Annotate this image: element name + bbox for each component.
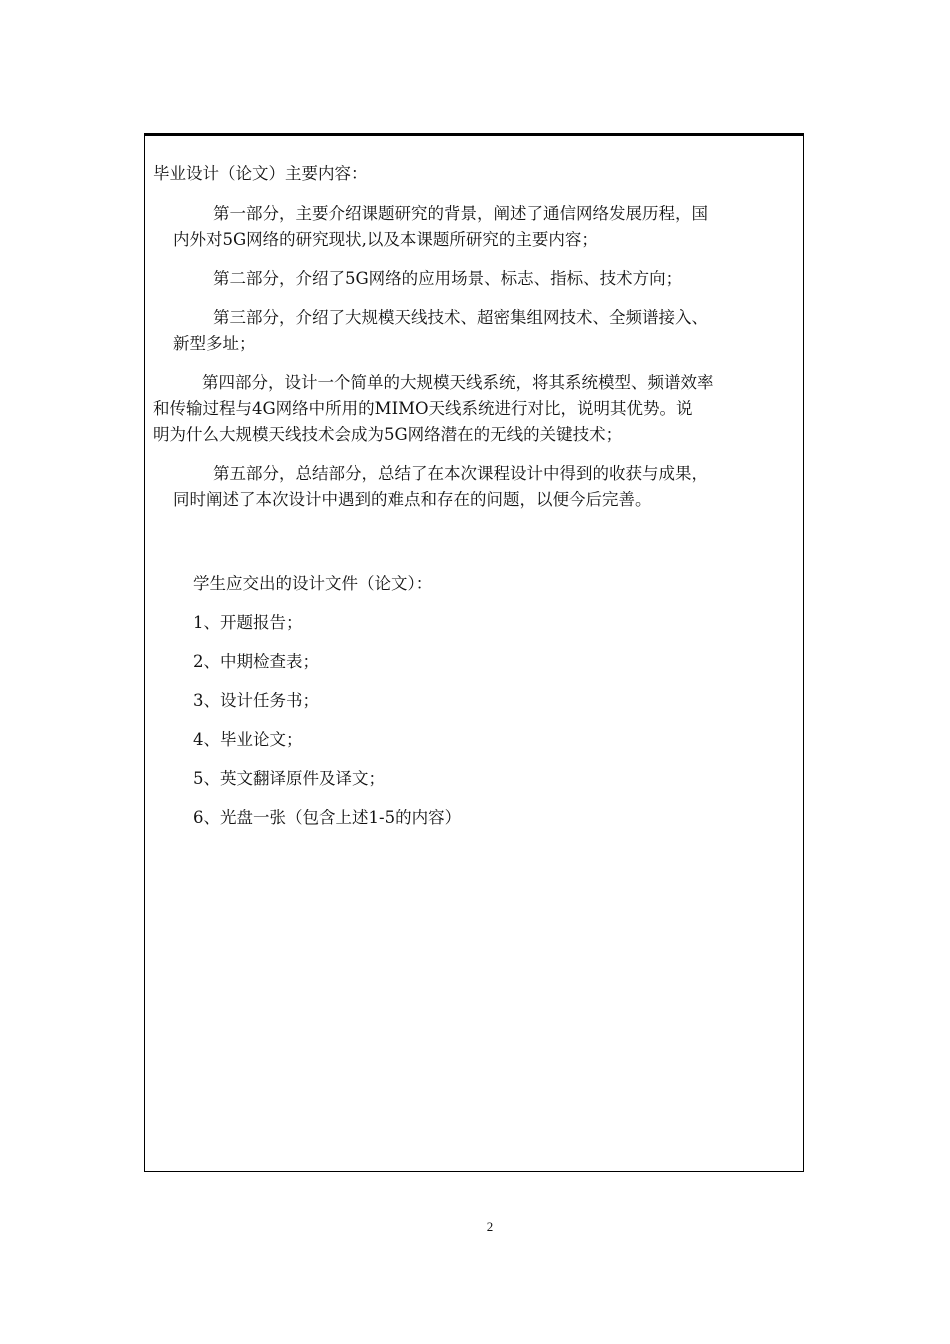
part-4-line-2: 和传输过程与4G网络中所用的MIMO天线系统进行对比，说明其优势。说	[153, 399, 693, 418]
deliverable-item-3: 3、设计任务书；	[193, 691, 319, 710]
part-4-line-1: 第四部分，设计一个简单的大规模天线系统，将其系统模型、频谱效率	[202, 373, 714, 392]
deliverable-item-4: 4、毕业论文；	[193, 730, 303, 749]
page-number: 2	[486, 1219, 494, 1234]
part-1-line-1: 第一部分，主要介绍课题研究的背景，阐述了通信网络发展历程，国	[213, 204, 708, 223]
part-4-line-3: 明为什么大规模天线技术会成为5G网络潜在的无线的关键技术；	[153, 425, 623, 444]
part-1-line-2: 内外对5G网络的研究现状,以及本课题所研究的主要内容；	[173, 230, 598, 249]
section-title: 毕业设计（论文）主要内容：	[153, 164, 368, 183]
part-5-line-1: 第五部分，总结部分，总结了在本次课程设计中得到的收获与成果，	[213, 464, 708, 483]
part-5-line-2: 同时阐述了本次设计中遇到的难点和存在的问题，以便今后完善。	[173, 490, 652, 509]
deliverable-item-6: 6、光盘一张（包含上述1-5的内容）	[193, 808, 462, 827]
deliverable-item-2: 2、中期检查表；	[193, 652, 319, 671]
deliverable-item-5: 5、英文翻译原件及译文；	[193, 769, 385, 788]
deliverables-title: 学生应交出的设计文件（论文）：	[193, 574, 433, 593]
part-3-line-1: 第三部分，介绍了大规模天线技术、超密集组网技术、全频谱接入、	[213, 308, 708, 327]
deliverable-item-1: 1、开题报告；	[193, 613, 303, 632]
part-3-line-2: 新型多址；	[173, 334, 256, 353]
part-2-line-1: 第二部分，介绍了5G网络的应用场景、标志、指标、技术方向；	[213, 269, 683, 288]
